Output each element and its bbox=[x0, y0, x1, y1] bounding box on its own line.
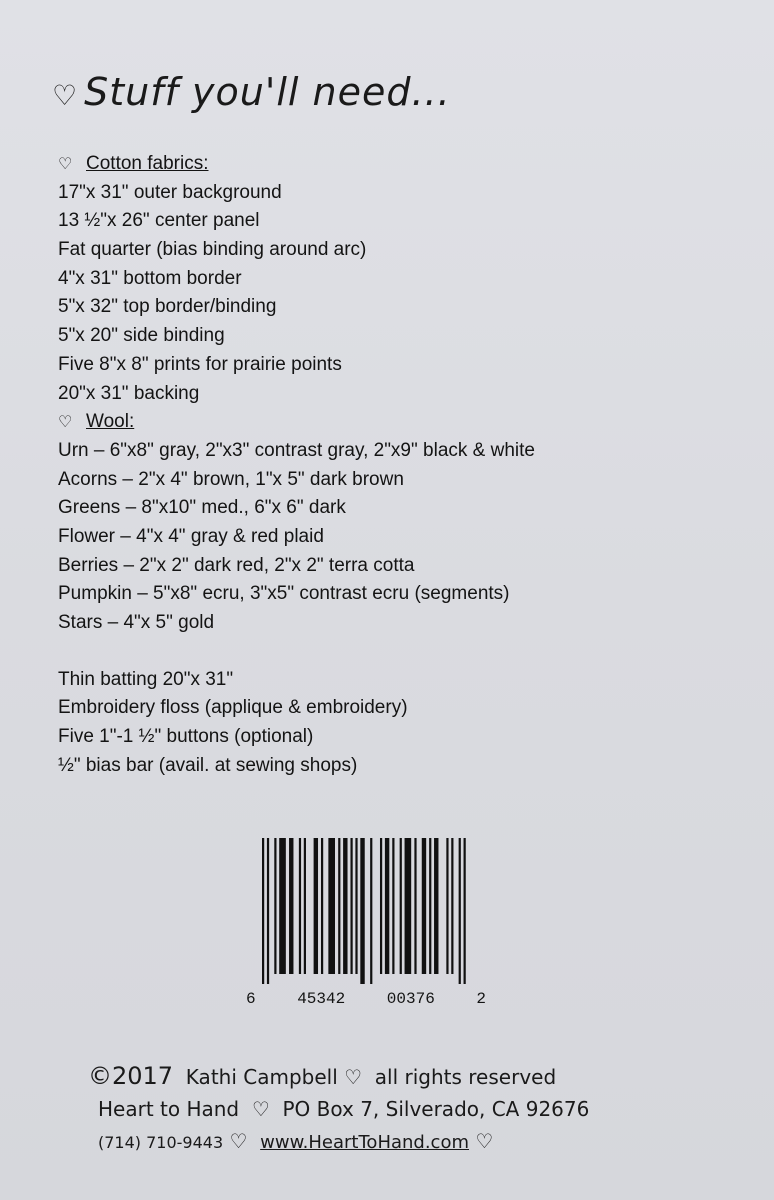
footer-line-3 bbox=[88, 1125, 708, 1159]
barcode-bar bbox=[289, 838, 293, 974]
footer-line-1 bbox=[88, 1060, 708, 1093]
title-text: Stuff you'll need... bbox=[84, 70, 451, 114]
author: Kathi Campbell bbox=[185, 1065, 338, 1089]
barcode-bar bbox=[299, 838, 301, 974]
barcode-bar bbox=[446, 838, 448, 974]
list-item: Thin batting 20"x 31" bbox=[58, 668, 234, 690]
barcode-digit-group: 45342 bbox=[297, 990, 346, 1008]
barcode-bar bbox=[279, 838, 286, 974]
spacer bbox=[58, 638, 698, 666]
barcode-bar bbox=[414, 838, 416, 974]
list-item: Five 1"-1 ½" buttons (optional) bbox=[58, 726, 314, 748]
company: Heart to Hand bbox=[98, 1097, 240, 1121]
barcode bbox=[262, 838, 466, 984]
barcode-digit-group: 00376 bbox=[386, 990, 435, 1008]
copyright: ©2017 bbox=[88, 1062, 174, 1090]
website-link[interactable]: www.HeartToHand.com bbox=[260, 1132, 470, 1153]
barcode-bar bbox=[321, 838, 323, 974]
list-item: Urn – 6"x8" gray, 2"x3" contrast gray, 2"x9" black & white bbox=[58, 439, 535, 461]
footer bbox=[88, 1060, 708, 1159]
wool-heading: Wool: bbox=[86, 411, 135, 433]
barcode-bar bbox=[400, 838, 402, 974]
barcode-bar bbox=[464, 838, 466, 984]
cotton-heading: Cotton fabrics: bbox=[86, 153, 209, 174]
barcode-digits bbox=[246, 990, 486, 1008]
heart-icon: ♡ bbox=[344, 1065, 363, 1089]
barcode-bar bbox=[355, 838, 357, 974]
cotton-heading-row bbox=[58, 150, 698, 179]
phone: (714) 710-9443 bbox=[98, 1133, 224, 1152]
barcode-bar bbox=[350, 838, 352, 974]
barcode-bar bbox=[274, 838, 276, 974]
list-item: Embroidery floss (applique & embroidery) bbox=[58, 697, 408, 719]
list-item: Acorns – 2"x 4" brown, 1"x 5" dark brown bbox=[58, 468, 404, 490]
list-item: Stars – 4"x 5" gold bbox=[58, 612, 215, 633]
barcode-bar bbox=[385, 838, 389, 974]
footer-line-2 bbox=[88, 1093, 708, 1125]
list-item: 17"x 31" outer background bbox=[58, 181, 282, 203]
barcode-bar bbox=[422, 838, 426, 974]
barcode-bar bbox=[451, 838, 453, 974]
barcode-bar bbox=[360, 838, 364, 984]
list-item: Flower – 4"x 4" gray & red plaid bbox=[58, 525, 324, 547]
barcode-bar bbox=[380, 838, 382, 974]
list-item: ½" bias bar (avail. at sewing shops) bbox=[58, 754, 358, 776]
barcode-bar bbox=[370, 838, 372, 984]
barcode-bars bbox=[262, 838, 466, 984]
barcode-bar bbox=[267, 838, 269, 984]
barcode-bar bbox=[314, 838, 318, 974]
heart-icon: ♡ bbox=[229, 1129, 248, 1153]
barcode-bar bbox=[338, 838, 340, 974]
list-item: 4"x 31" bottom border bbox=[58, 267, 242, 289]
barcode-bar bbox=[405, 838, 412, 974]
barcode-bar bbox=[328, 838, 335, 974]
heart-icon: ♡ bbox=[475, 1129, 494, 1153]
list-item: Fat quarter (bias binding around arc) bbox=[58, 239, 367, 261]
supply-list bbox=[58, 150, 698, 780]
barcode-bar bbox=[262, 838, 264, 984]
rights: all rights reserved bbox=[374, 1065, 557, 1089]
heart-icon: ♡ bbox=[251, 1097, 270, 1121]
wool-heading-row bbox=[58, 408, 698, 437]
list-item: Greens – 8"x10" med., 6"x 6" dark bbox=[58, 497, 346, 519]
list-item: 5"x 32" top border/binding bbox=[58, 296, 277, 318]
barcode-bar bbox=[304, 838, 306, 974]
list-item: 20"x 31" backing bbox=[58, 382, 200, 404]
list-item: Berries – 2"x 2" dark red, 2"x 2" terra cotta bbox=[58, 554, 415, 576]
list-item: Pumpkin – 5"x8" ecru, 3"x5" contrast ecru (segments) bbox=[58, 583, 510, 605]
barcode-bar bbox=[343, 838, 347, 974]
list-item: 5"x 20" side binding bbox=[58, 325, 225, 347]
list-item: 13 ½"x 26" center panel bbox=[58, 210, 260, 232]
barcode-digit-group: 2 bbox=[476, 990, 486, 1008]
barcode-digit-group: 6 bbox=[246, 990, 256, 1008]
barcode-bar bbox=[459, 838, 461, 984]
barcode-bar bbox=[429, 838, 431, 974]
list-item: Five 8"x 8" prints for prairie points bbox=[58, 353, 342, 375]
address: PO Box 7, Silverado, CA 92676 bbox=[282, 1097, 590, 1121]
page-title bbox=[52, 70, 451, 114]
heart-icon: ♡ bbox=[58, 414, 73, 432]
heart-icon: ♡ bbox=[58, 156, 73, 173]
heart-icon: ♡ bbox=[52, 79, 79, 112]
barcode-bar bbox=[392, 838, 394, 974]
barcode-bar bbox=[434, 838, 438, 974]
